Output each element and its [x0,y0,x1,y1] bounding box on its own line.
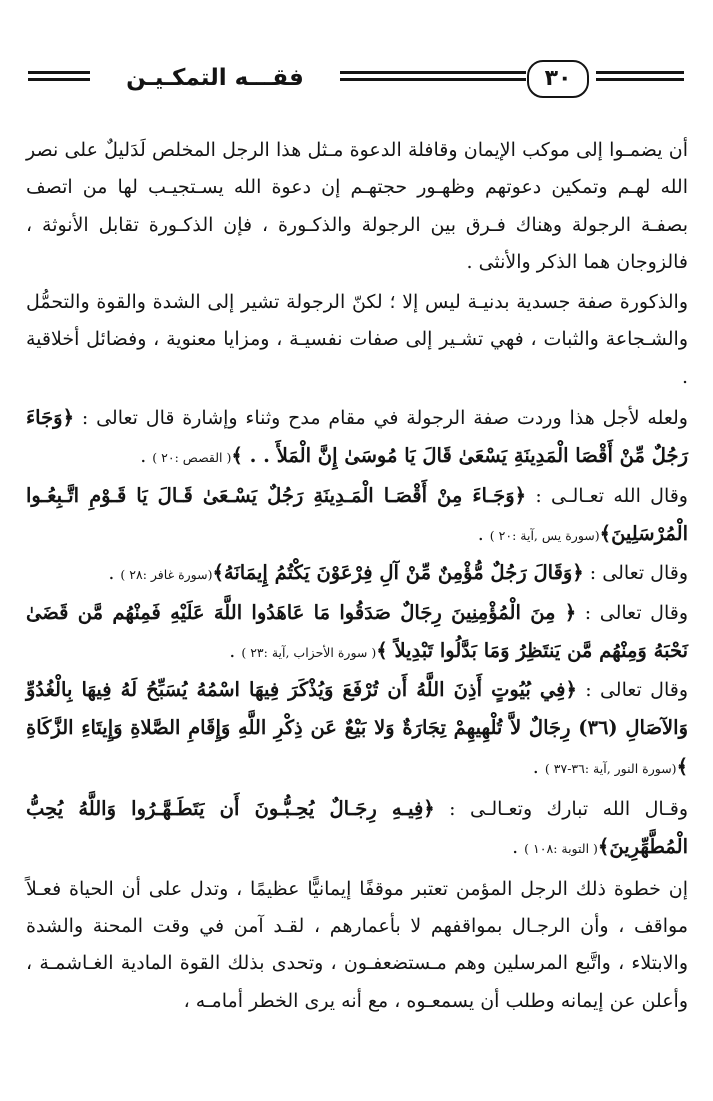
verse-reference: ( التوبة :١٠٨ ) [524,841,598,857]
quran-verse: ﴿ مِنَ الْمُؤْمِنِينَ رِجَالٌ صَدَقُوا مَا عَاهَدُوا اللَّهَ عَلَيْهِ فَمِنْهُم مَّن قَضَىٰ نَحْبَهُ وَمِنْهُم مَّن يَنتَظِرُ وَمَا بَدَّلُوا تَبْدِيلاً ﴾ [26,600,688,662]
page-header [0,60,713,100]
verse-reference: (سورة يس ,آية :٢٠ ) [489,527,600,543]
paragraph-lead: وقال تعالى : [584,601,689,624]
paragraph-1 [26,132,688,281]
quran-verse: ﴿وَجَاءَ رَجُلٌ مِّنْ أَقْصَا الْمَدِينَةِ يَسْعَىٰ قَالَ يَا مُوسَىٰ إِنَّ الْمَلأَ . . ﴾ [26,406,688,468]
paragraph-tail: . [477,522,484,545]
header-rule-middle [340,71,526,82]
quran-verse: ﴿فِيـهِ رِجَـالٌ يُحِـبُّـونَ أَن يَتَطَـهَّـرُوا وَاللَّهُ يُحِبُّ الْمُطَّهِّرِينَ﴾ [26,797,688,859]
paragraph-4 [26,477,688,555]
paragraph-lead: وقال تعالى : [585,679,688,702]
paragraph-3 [26,399,688,477]
paragraph-text: والذكورة صفة جسدية بدنيـة ليس إلا ؛ لكنّ الرجولة تشير إلى الشدة والقوة والتحمُّل والشـجاعة والثبات ، فهي تشـير إلى صفات نفسيـة ، ومزايا معنوية ، وفضائل أخلاقية . [26,291,688,388]
paragraph-tail: . [532,755,539,778]
running-title: فقـــه التمكـيـن [126,65,304,91]
paragraph-9 [26,871,688,1020]
header-rule-left [28,71,90,82]
paragraph-tail: . [140,445,147,468]
paragraph-tail: . [229,639,236,662]
paragraph-tail: . [512,836,519,859]
verse-reference: (سورة غافر :٢٨ ) [120,567,213,583]
paragraph-2 [26,284,688,396]
paragraph-lead: وقال تعالى : [589,562,688,585]
paragraph-lead: ولعله لأجل هذا وردت صفة الرجولة في مقام مدح وثناء وإشارة قال تعالى : [81,407,688,430]
paragraph-lead: وقال الله تعـالـى : [535,484,688,507]
paragraph-lead: وقـال الله تبارك وتعـالـى : [449,798,688,821]
verse-reference: ( سورة الأحزاب ,آية :٢٣ ) [241,644,377,660]
header-rule-right [596,71,684,82]
paragraph-text: أن يضمـوا إلى موكب الإيمان وقافلة الدعوة مـثل هذا الرجل المخلص لَدَليلٌ على نصر الله لهـم وتمكين دعوتهم وظهـور حجتهـم إن دعوة الله يسـتجيـب لها من اتصف بصفـة الرجولة وهناك فـرق بين الرجولة والذكـورة ، فإن الذكـورة تقابل الأنوثة ، فالزوجان هما الذكر والأنثى . [26,139,688,273]
paragraph-7 [26,671,688,787]
quran-verse: ﴿وَقَالَ رَجُلٌ مُّؤْمِنٌ مِّنْ آلِ فِرْعَوْنَ يَكْتُمُ إِيمَانَهُ﴾ [212,561,584,585]
quran-verse: ﴿فِي بُيُوتٍ أَذِنَ اللَّهُ أَن تُرْفَعَ وَيُذْكَرَ فِيهَا اسْمُهُ يُسَبِّحُ لَهُ فِيهَا بِالْغُدُوِّ وَالآصَالِ (٣٦) رِجَالٌ لاَّ تُلْهِيهِمْ تِجَارَةٌ وَلا بَيْعٌ عَن ذِكْرِ اللَّهِ وَإِقَامِ الصَّلاةِ وَإِيتَاءِ الزَّكَاةِ ﴾ [26,678,688,778]
paragraph-text: إن خطوة ذلك الرجل المؤمن تعتبر موقفًا إيمانيًّا عظيمًا ، وتدل على أن الحياة فعـلاً مواقف ، وأن الرجـال بمواقفهم لا بأعمارهم ، لقـد آمن في وقت المحنة والشدة والابتلاء ، واتَّبع المرسلين وهم مـستضعفـون ، وتحدى بذلك القوة المادية الغـاشمـة ، وأعلن عن إيمانه وطلب أن يسمعـوه ، مع أنه يرى الخطر أمامـه ، [26,877,688,1012]
verse-reference: (سورة النور ,آية :٣٦-٣٧ ) [544,760,677,776]
page-number: ٣٠ [527,60,589,98]
paragraph-8 [26,790,688,868]
paragraph-tail: . [108,562,115,585]
verse-reference: ( القصص :٢٠ ) [152,450,232,466]
page-body [26,132,688,1020]
paragraph-6 [26,594,688,672]
paragraph-5 [26,554,688,593]
quran-verse: ﴿وَجَـاءَ مِنْ أَقْصَـا الْمَـدِينَةِ رَجُلٌ يَسْـعَىٰ قَـالَ يَا قَـوْمِ اتَّـبِعُـوا الْمُرْسَلِينَ﴾ [26,483,688,545]
